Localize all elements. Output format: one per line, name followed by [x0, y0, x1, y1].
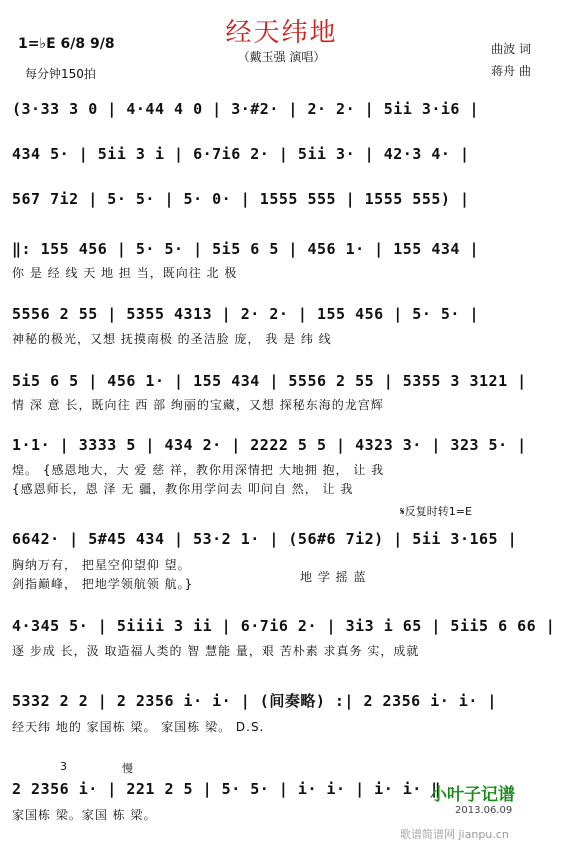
lyric-line-4b: {感恩师长，恩 泽 无 疆，教你用学问去 叩问自 然， 让 我: [12, 482, 354, 496]
score-line-5: 5556 2 55 | 5355 4313 | 2· 2· | 155 456 | 5· 5· |: [12, 305, 480, 323]
score-line-8: 6642· | 5#45 434 | 53·2 1· | (56#6 7i2) | 5ii 3·165 |: [12, 530, 518, 548]
score-line-10: 5332 2 2 | 2 2356 i· i· | (间奏略) :| 2 2356 i· i· |: [12, 692, 497, 710]
score-line-11: 2 2356 i· | 221 2 5 | 5· 5· | i· i· | i· i· ‖: [12, 780, 441, 798]
score-line-9: 4·345 5· | 5iiii 3 ii | 6·7i6 2· | 3i3 i 65 | 5ii5 6 66 |: [12, 617, 556, 635]
tempo-marking: 每分钟150拍: [25, 67, 96, 81]
score-line-1: (3·33 3 0 | 4·44 4 0 | 3·#2· | 2· 2· | 5ii 3·i6 |: [12, 100, 480, 118]
lyric-line-6: 逐 步成 长，汲 取造福人类的 智 慧能 量，艰 苦朴素 求真务 实，成就: [12, 644, 420, 658]
lyric-line-3: 情 深 意 长，既向往 西 部 绚丽的宝藏，又想 探秘东海的龙宫辉: [12, 398, 384, 412]
site-watermark: 歌谱简谱网 jianpu.cn: [400, 828, 509, 841]
lyricist-credit: 曲波 词: [491, 42, 531, 56]
lyric-line-1: 你 是 经 线 天 地 担 当，既向往 北 极: [12, 266, 238, 280]
score-line-6: 5i5 6 5 | 456 1· | 155 434 | 5556 2 55 | 5355 3 3121 |: [12, 372, 527, 390]
lyric-line-7: 经天纬 地的 家国栋 梁。 家国栋 梁。 D.S.: [12, 720, 265, 734]
lyric-line-4a: 煌。 {感恩地大，大 爱 慈 祥，教你用深情把 大地拥 抱， 让 我: [12, 463, 385, 477]
triplet-mark: 3: [60, 760, 67, 773]
score-line-7: 1·1· | 3333 5 | 434 2· | 2222 5 5 | 4323 3· | 323 5· |: [12, 436, 527, 454]
lyric-line-5b: 剑指巅峰， 把地学领航领 航。}: [12, 577, 194, 591]
segno-repeat-note: 𝄋反复时转1=E: [400, 505, 472, 518]
score-line-3: 567 7i2 | 5· 5· | 5· 0· | 1555 555 | 1555 555) |: [12, 190, 470, 208]
lyric-line-5a: 胸纳万有， 把星空仰望仰 望。: [12, 558, 191, 572]
singer-credit: （戴玉强 演唱）: [237, 50, 326, 64]
composer-credit: 蒋舟 曲: [491, 64, 531, 78]
song-title: 经天纬地: [225, 18, 338, 48]
lyric-line-5c: 地 学 摇 蓝: [300, 570, 367, 584]
transcriber-brand: 小叶子记谱: [430, 785, 515, 805]
transcription-date: 2013.06.09: [455, 805, 513, 816]
score-line-4: ‖: 155 456 | 5· 5· | 5i5 6 5 | 456 1· | 155 434 |: [12, 240, 480, 258]
score-line-2: 434 5· | 5ii 3 i | 6·7i6 2· | 5ii 3· | 42·3 4· |: [12, 145, 470, 163]
lyric-line-2: 神秘的极光，又想 抚摸南极 的圣洁脸 庞， 我 是 纬 线: [12, 332, 332, 346]
slow-marking: 慢: [122, 762, 133, 775]
lyric-line-8: 家国栋 梁。家国 栋 梁。: [12, 808, 157, 822]
key-signature: 1=♭E 6/8 9/8: [18, 36, 115, 52]
